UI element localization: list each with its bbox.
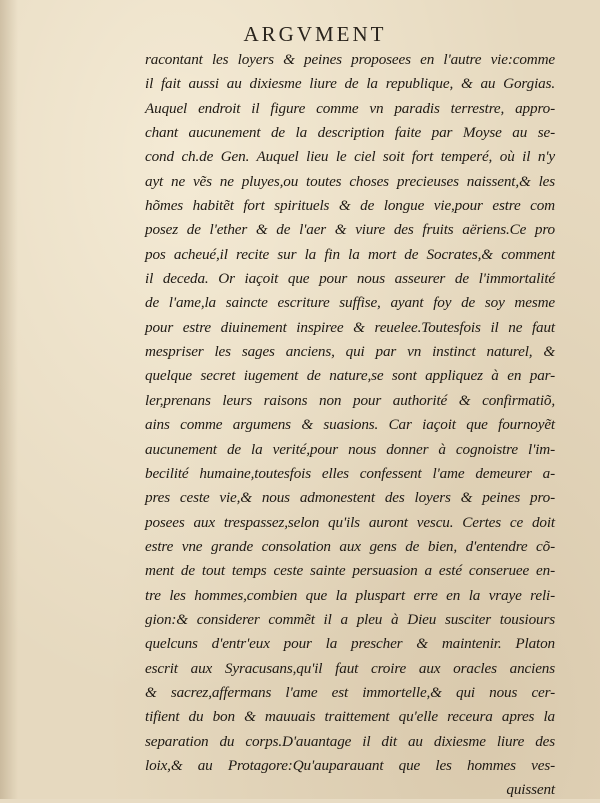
text-line: racontant les loyers & peines proposees en l'autre vie:comme	[145, 51, 555, 68]
text-line: pres ceste vie,& nous admonestent des loyers & peines pro-	[145, 489, 555, 507]
text-line: mespriser les sages anciens, qui par vn instinct naturel, &	[145, 343, 555, 361]
text-line: quelque secret iugement de nature,se sont appliquez à en par-	[145, 367, 555, 385]
text-line: ment de tout temps ceste sainte persuasion a esté conseruee en-	[145, 562, 555, 580]
text-line: cond ch.de Gen. Auquel lieu le ciel soit fort temperé, où il n'y	[145, 148, 555, 166]
body-text	[145, 48, 555, 803]
text-line: chant aucunement de la description faite par Moyse au se-	[145, 124, 555, 142]
text-line: & sacrez,affermans l'ame est immortelle,& qui nous cer-	[145, 683, 555, 701]
text-line: posees aux trespassez,selon qu'ils auront vescu. Certes ce doit	[145, 513, 555, 531]
text-line: ayt ne vẽs ne pluyes,ou toutes choses precieuses naissent,& les	[145, 172, 555, 190]
text-line: becilité humaine,toutesfois elles confessent l'ame demeurer a-	[145, 464, 555, 482]
text-line: il fait aussi au dixiesme liure de la republique, & au Gorgias.	[145, 75, 555, 93]
running-head: ARGVMENT	[243, 22, 387, 46]
text-line: quelcuns d'entr'eux pour la prescher & maintenir. Platon	[145, 635, 555, 653]
text-line: aucunement de la verité,pour nous donner à cognoistre l'im-	[145, 440, 555, 458]
text-line: separation du corps.D'auantage il dit au dixiesme liure des	[145, 732, 555, 750]
text-line: pour estre diuinement inspiree & reuelee.Toutesfois il ne faut	[145, 318, 555, 336]
text-line: ains comme argumens & suasions. Car iaçoit que fournoyẽt	[145, 416, 555, 434]
text-line: escrit aux Syracusans,qu'il faut croire aux oracles anciens	[145, 659, 555, 677]
text-line: loix,& au Protagore:Qu'auparauant que les hommes ves-	[145, 756, 555, 774]
text-line: il deceda. Or iaçoit que pour nous asseurer de l'immortalité	[145, 270, 555, 288]
text-line: tre les hommes,combien que la pluspart erre en la vraye reli-	[145, 586, 555, 604]
text-line: pos acheué,il recite sur la fin la mort de Socrates,& comment	[145, 245, 555, 263]
text-line: posez de l'ether & de l'aer & viure des fruits aëriens.Ce pro	[145, 221, 555, 239]
catchword: quissent	[506, 781, 555, 799]
text-line: estre vne grande consolation aux gens de bien, d'entendre cõ-	[145, 537, 555, 555]
text-line: de l'ame,la saincte escriture suffise, ayant foy de soy mesme	[145, 294, 555, 312]
text-line: Auquel endroit il figure comme vn paradis terrestre, appro-	[145, 99, 555, 117]
text-line: ler,prenans leurs raisons non pour authorité & confirmatiõ,	[145, 391, 555, 409]
text-line: tifient du bon & mauuais traittement qu'elle receura apres la	[145, 708, 555, 726]
text-line: hõmes habitẽt fort spirituels & de longue vie,pour estre com	[145, 197, 555, 215]
text-line: gion:& considerer commẽt il a pleu à Dieu susciter tousiours	[145, 610, 555, 628]
